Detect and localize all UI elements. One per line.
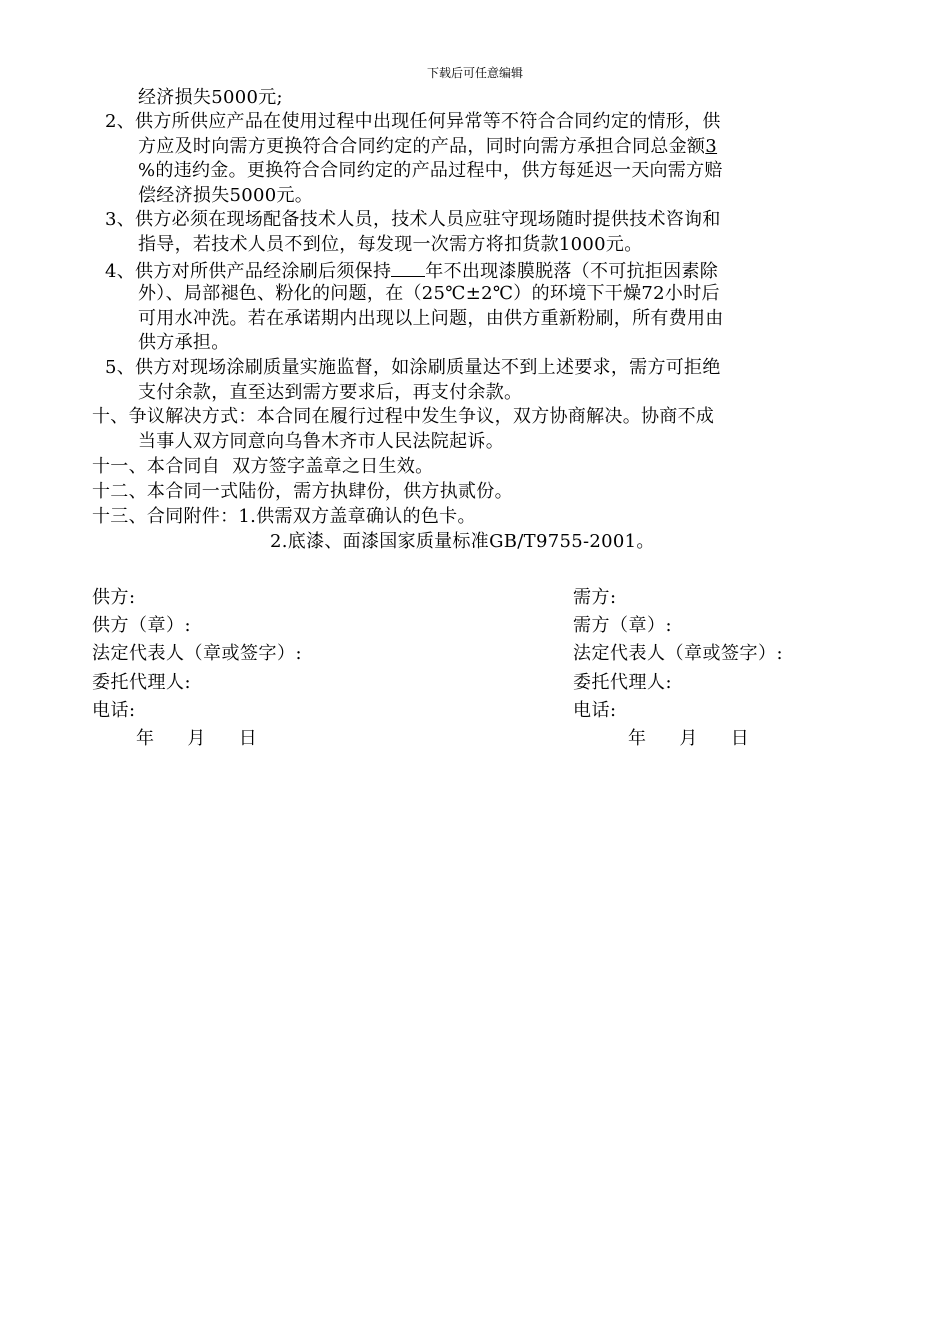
- clause-5-line-1: 5、供方对现场涂刷质量实施监督，如涂刷质量达不到上述要求，需方可拒绝: [105, 357, 721, 378]
- section-11: 十一、本合同自 双方签字盖章之日生效。: [92, 456, 434, 477]
- buyer-seal-label: 需方（章）:: [573, 615, 673, 636]
- clause-2-line-4: 偿经济损失5000元。: [138, 185, 314, 206]
- clause-4-line-1-text-a: 4、供方对所供产品经涂刷后须保持: [105, 261, 392, 282]
- supplier-seal-label: 供方（章）:: [92, 615, 192, 636]
- supplier-phone-label: 电话:: [92, 700, 136, 721]
- clause-5-line-2: 支付余款，直至达到需方要求后，再支付余款。: [138, 382, 523, 403]
- clause-4-line-2: 外）、局部褪色、粉化的问题，在（25℃±2℃）的环境下干燥72小时后: [138, 283, 720, 304]
- supplier-date: 年 月 日: [136, 728, 258, 749]
- warranty-years-blank: [391, 258, 425, 277]
- buyer-party-label: 需方:: [573, 587, 617, 608]
- section-13-line-2: 2.底漆、面漆国家质量标准GB/T9755-2001。: [270, 531, 655, 552]
- section-10-line-1: 十、争议解决方式：本合同在履行过程中发生争议，双方协商解决。协商不成: [92, 406, 715, 427]
- clause-4-line-1: [105, 258, 718, 284]
- buyer-legal-rep-label: 法定代表人（章或签字）:: [573, 643, 784, 664]
- clause-2-line-2-text: 方应及时向需方更换符合合同约定的产品，同时向需方承担合同总金额: [138, 136, 706, 157]
- clause-3-line-1: 3、供方必须在现场配备技术人员，技术人员应驻守现场随时提供技术咨询和: [105, 209, 721, 230]
- buyer-agent-label: 委托代理人:: [573, 672, 673, 693]
- penalty-percent-value: 3: [705, 136, 718, 157]
- buyer-date: 年 月 日: [628, 728, 750, 749]
- clause-1-continuation: 经济损失5000元;: [138, 87, 283, 108]
- page-header-note: 下载后可任意编辑: [426, 66, 523, 80]
- section-12: 十二、本合同一式陆份，需方执肆份，供方执贰份。: [92, 481, 513, 502]
- section-10-line-2: 当事人双方同意向乌鲁木齐市人民法院起诉。: [138, 431, 504, 452]
- buyer-phone-label: 电话:: [573, 700, 617, 721]
- clause-3-line-2: 指导，若技术人员不到位，每发现一次需方将扣货款1000元。: [138, 234, 643, 255]
- section-13-line-1: 十三、合同附件：1.供需双方盖章确认的色卡。: [92, 506, 476, 527]
- clause-2-line-2: [138, 135, 717, 159]
- clause-4-line-4: 供方承担。: [138, 332, 230, 353]
- supplier-agent-label: 委托代理人:: [92, 672, 192, 693]
- supplier-party-label: 供方:: [92, 587, 136, 608]
- clause-2-line-1: 2、供方所供应产品在使用过程中出现任何异常等不符合合同约定的情形，供: [105, 111, 721, 132]
- clause-2-line-3: %的违约金。更换符合合同约定的产品过程中，供方每延迟一天向需方赔: [138, 160, 723, 181]
- clause-4-line-1-text-b: 年不出现漆膜脱落（不可抗拒因素除: [425, 261, 719, 282]
- supplier-legal-rep-label: 法定代表人（章或签字）:: [92, 643, 303, 664]
- clause-4-line-3: 可用水冲洗。若在承诺期内出现以上问题，由供方重新粉刷，所有费用由: [138, 308, 724, 329]
